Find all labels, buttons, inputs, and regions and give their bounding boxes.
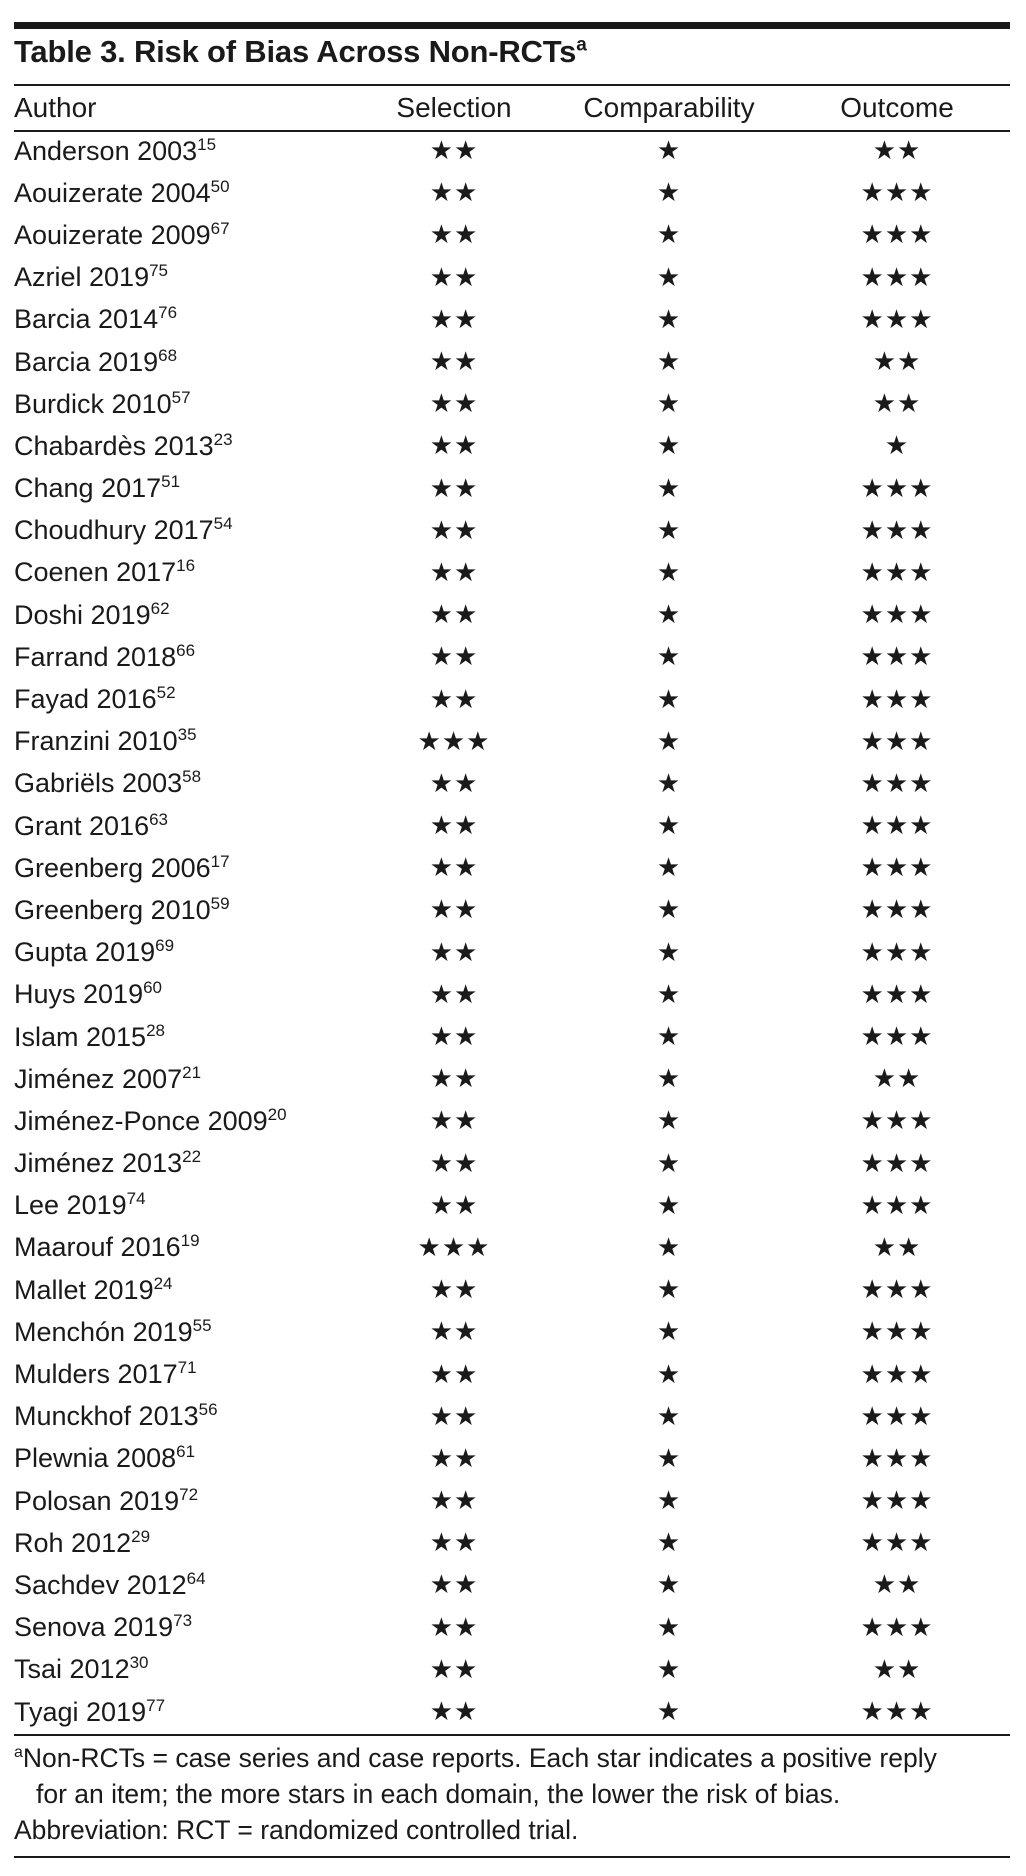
- cell-selection-stars: ★★: [429, 1064, 479, 1095]
- cell-outcome-stars: ★★: [872, 1232, 922, 1263]
- cell-comparability-stars: ★: [656, 768, 682, 799]
- cell-author: [14, 1654, 354, 1685]
- author-reference: 20: [267, 1104, 287, 1124]
- cell-outcome-stars: ★★★: [860, 473, 934, 504]
- cell-author: [14, 853, 354, 884]
- author-name: Coenen 2017: [14, 557, 177, 588]
- footnote-line-1: [14, 1740, 1010, 1776]
- table-row: [14, 510, 1010, 552]
- header-outcome: Outcome: [840, 92, 954, 123]
- table-row: [14, 889, 1010, 931]
- cell-author: [14, 979, 354, 1010]
- page-bottom-rule: [14, 1856, 1010, 1858]
- author-reference: 28: [146, 1020, 165, 1040]
- author-reference: 75: [149, 261, 169, 281]
- cell-selection-stars: ★★: [429, 220, 479, 251]
- author-reference: 72: [179, 1484, 199, 1504]
- cell-selection-stars: ★★: [429, 811, 479, 842]
- table-row: [14, 721, 1010, 763]
- table-footnotes: [14, 1740, 1010, 1848]
- cell-selection-stars: ★★: [429, 895, 479, 926]
- cell-selection-stars: ★★: [429, 642, 479, 673]
- cell-selection-stars: ★★: [429, 1401, 479, 1432]
- table-row: [14, 1227, 1010, 1269]
- cell-selection-stars: ★★: [429, 684, 479, 715]
- table-row: [14, 468, 1010, 510]
- cell-outcome-stars: ★: [884, 431, 910, 462]
- cell-comparability-stars: ★: [656, 220, 682, 251]
- author-reference: 68: [158, 345, 178, 365]
- cell-author: [14, 1022, 354, 1053]
- table-title: [14, 34, 587, 70]
- author-name: Polosan 2019: [14, 1485, 180, 1516]
- cell-author: [14, 895, 354, 926]
- cell-selection-stars: ★★: [429, 979, 479, 1010]
- cell-author: [14, 1106, 354, 1137]
- cell-author: [14, 768, 354, 799]
- cell-comparability-stars: ★: [656, 895, 682, 926]
- cell-outcome-stars: ★★★: [860, 1275, 934, 1306]
- cell-comparability-stars: ★: [656, 979, 682, 1010]
- cell-outcome-stars: ★★★: [860, 684, 934, 715]
- author-reference: 62: [150, 598, 170, 618]
- cell-selection-stars: ★★: [429, 557, 479, 588]
- cell-outcome-stars: ★★: [872, 389, 922, 420]
- cell-comparability-stars: ★: [656, 1570, 682, 1601]
- cell-comparability-stars: ★: [656, 853, 682, 884]
- author-reference: 51: [161, 472, 181, 492]
- cell-outcome-stars: ★★★: [860, 178, 934, 209]
- cell-outcome-stars: ★★★: [860, 642, 934, 673]
- cell-comparability-stars: ★: [656, 1528, 682, 1559]
- cell-outcome-stars: ★★★: [860, 1443, 934, 1474]
- cell-selection-stars: ★★: [429, 1275, 479, 1306]
- author-reference: 61: [176, 1442, 196, 1462]
- author-reference: 58: [182, 767, 202, 787]
- cell-outcome-stars: ★★★: [860, 557, 934, 588]
- table-row: [14, 1564, 1010, 1606]
- cell-outcome-stars: ★★★: [860, 1486, 934, 1517]
- cell-comparability-stars: ★: [656, 937, 682, 968]
- cell-comparability-stars: ★: [656, 1232, 682, 1263]
- cell-comparability-stars: ★: [656, 1022, 682, 1053]
- cell-author: [14, 304, 354, 335]
- cell-selection-stars: ★★: [429, 1443, 479, 1474]
- author-name: Barcia 2014: [14, 304, 159, 335]
- author-name: Senova 2019: [14, 1612, 174, 1643]
- cell-comparability-stars: ★: [656, 811, 682, 842]
- table-row: [14, 1185, 1010, 1227]
- table-row: [14, 1311, 1010, 1353]
- author-name: Farrand 2018: [14, 641, 177, 672]
- cell-author: [14, 1148, 354, 1179]
- cell-selection-stars: ★★: [429, 1654, 479, 1685]
- table-row: [14, 130, 1010, 172]
- table-row: [14, 1016, 1010, 1058]
- cell-selection-stars: ★★: [429, 1697, 479, 1728]
- title-footnote-marker: a: [576, 34, 587, 56]
- author-reference: 56: [198, 1400, 218, 1420]
- cell-selection-stars: ★★: [429, 1190, 479, 1221]
- author-reference: 59: [210, 893, 230, 913]
- author-reference: 54: [213, 514, 233, 534]
- footnote-line-1-text: Non-RCTs = case series and case reports. Each star indicates a positive reply: [22, 1743, 937, 1773]
- author-reference: 52: [156, 683, 176, 703]
- author-reference: 74: [126, 1189, 146, 1209]
- table-row: [14, 383, 1010, 425]
- table-row: [14, 678, 1010, 720]
- table-row: [14, 1100, 1010, 1142]
- author-name: Fayad 2016: [14, 684, 157, 715]
- footnote-marker: a: [14, 1744, 23, 1762]
- cell-comparability-stars: ★: [656, 557, 682, 588]
- cell-author: [14, 1486, 354, 1517]
- cell-comparability-stars: ★: [656, 1317, 682, 1348]
- top-thick-rule: [14, 22, 1010, 29]
- table-title-text: Table 3. Risk of Bias Across Non-RCTs: [14, 34, 577, 69]
- cell-author: [14, 557, 354, 588]
- cell-author: [14, 600, 354, 631]
- cell-outcome-stars: ★★: [872, 1570, 922, 1601]
- author-name: Tsai 2012: [14, 1654, 130, 1685]
- author-name: Greenberg 2006: [14, 852, 211, 883]
- cell-selection-stars: ★★: [429, 1528, 479, 1559]
- cell-author: [14, 515, 354, 546]
- author-name: Menchón 2019: [14, 1316, 193, 1347]
- cell-author: [14, 1697, 354, 1728]
- table-row: [14, 1522, 1010, 1564]
- author-reference: 55: [192, 1315, 212, 1335]
- author-reference: 24: [153, 1273, 173, 1293]
- author-name: Jiménez 2013: [14, 1148, 183, 1179]
- cell-comparability-stars: ★: [656, 1064, 682, 1095]
- author-reference: 16: [176, 556, 196, 576]
- cell-selection-stars: ★★: [429, 1022, 479, 1053]
- cell-comparability-stars: ★: [656, 1486, 682, 1517]
- cell-author: [14, 684, 354, 715]
- author-name: Anderson 2003: [14, 135, 198, 166]
- cell-outcome-stars: ★★★: [860, 1317, 934, 1348]
- cell-selection-stars: ★★: [429, 431, 479, 462]
- cell-outcome-stars: ★★: [872, 347, 922, 378]
- cell-comparability-stars: ★: [656, 684, 682, 715]
- author-reference: 21: [182, 1062, 202, 1082]
- cell-selection-stars: ★★: [429, 262, 479, 293]
- table-row: [14, 1480, 1010, 1522]
- table-row: [14, 1438, 1010, 1480]
- table-row: [14, 1649, 1010, 1691]
- cell-comparability-stars: ★: [656, 136, 682, 167]
- cell-comparability-stars: ★: [656, 600, 682, 631]
- table-row: [14, 552, 1010, 594]
- cell-outcome-stars: ★★: [872, 1064, 922, 1095]
- cell-author: [14, 220, 354, 251]
- cell-author: [14, 431, 354, 462]
- table-row: [14, 425, 1010, 467]
- cell-selection-stars: ★★: [429, 937, 479, 968]
- author-name: Jiménez 2007: [14, 1063, 183, 1094]
- author-name: Doshi 2019: [14, 599, 151, 630]
- author-reference: 71: [177, 1358, 197, 1378]
- table-row: [14, 636, 1010, 678]
- footnote-line-2: for an item; the more stars in each domain, the lower the risk of bias.: [36, 1779, 841, 1809]
- author-reference: 66: [176, 640, 196, 660]
- risk-of-bias-table: [14, 86, 1010, 1728]
- cell-author: [14, 811, 354, 842]
- cell-comparability-stars: ★: [656, 515, 682, 546]
- author-reference: 77: [146, 1695, 166, 1715]
- header-author: Author: [14, 92, 97, 123]
- cell-selection-stars: ★★: [429, 853, 479, 884]
- table-body: [14, 130, 1010, 1733]
- author-name: Burdick 2010: [14, 388, 172, 419]
- cell-author: [14, 642, 354, 673]
- table-row: [14, 257, 1010, 299]
- author-reference: 22: [182, 1147, 202, 1167]
- cell-author: [14, 1612, 354, 1643]
- table-row: [14, 1607, 1010, 1649]
- cell-comparability-stars: ★: [656, 1612, 682, 1643]
- author-reference: 64: [186, 1568, 206, 1588]
- cell-selection-stars: ★★: [429, 515, 479, 546]
- author-name: Aouizerate 2009: [14, 219, 211, 250]
- cell-outcome-stars: ★★★: [860, 768, 934, 799]
- cell-selection-stars: ★★: [429, 1570, 479, 1601]
- cell-comparability-stars: ★: [656, 389, 682, 420]
- cell-outcome-stars: ★★★: [860, 853, 934, 884]
- cell-comparability-stars: ★: [656, 1148, 682, 1179]
- cell-selection-stars: ★★★: [417, 1232, 491, 1263]
- table-row: [14, 594, 1010, 636]
- author-name: Jiménez-Ponce 2009: [14, 1105, 268, 1136]
- header-comparability: Comparability: [583, 92, 755, 123]
- author-reference: 17: [210, 851, 230, 871]
- cell-selection-stars: ★★: [429, 304, 479, 335]
- author-name: Mulders 2017: [14, 1359, 178, 1390]
- cell-outcome-stars: ★★: [872, 1654, 922, 1685]
- table-row: [14, 341, 1010, 383]
- cell-selection-stars: ★★: [429, 768, 479, 799]
- cell-comparability-stars: ★: [656, 1697, 682, 1728]
- cell-outcome-stars: ★★★: [860, 979, 934, 1010]
- cell-outcome-stars: ★★★: [860, 1148, 934, 1179]
- cell-selection-stars: ★★: [429, 1148, 479, 1179]
- table-row: [14, 1396, 1010, 1438]
- cell-author: [14, 1064, 354, 1095]
- cell-selection-stars: ★★: [429, 1359, 479, 1390]
- cell-outcome-stars: ★★★: [860, 1190, 934, 1221]
- cell-outcome-stars: ★★★: [860, 600, 934, 631]
- author-reference: 29: [131, 1526, 151, 1546]
- cell-author: [14, 1232, 354, 1263]
- author-name: Tyagi 2019: [14, 1696, 147, 1727]
- author-name: Munckhof 2013: [14, 1401, 199, 1432]
- author-reference: 57: [171, 387, 191, 407]
- table-row: [14, 299, 1010, 341]
- cell-author: [14, 1190, 354, 1221]
- author-reference: 23: [213, 429, 233, 449]
- cell-author: [14, 262, 354, 293]
- author-name: Mallet 2019: [14, 1274, 154, 1305]
- cell-author: [14, 937, 354, 968]
- cell-author: [14, 1528, 354, 1559]
- cell-selection-stars: ★★: [429, 347, 479, 378]
- cell-author: [14, 1317, 354, 1348]
- author-reference: 19: [180, 1231, 200, 1251]
- cell-comparability-stars: ★: [656, 178, 682, 209]
- cell-selection-stars: ★★: [429, 1106, 479, 1137]
- table-row: [14, 847, 1010, 889]
- cell-selection-stars: ★★: [429, 473, 479, 504]
- cell-outcome-stars: ★★: [872, 136, 922, 167]
- table-row: [14, 1691, 1010, 1733]
- cell-selection-stars: ★★★: [417, 726, 491, 757]
- table-row: [14, 1353, 1010, 1395]
- cell-outcome-stars: ★★★: [860, 1359, 934, 1390]
- author-name: Barcia 2019: [14, 346, 159, 377]
- cell-selection-stars: ★★: [429, 1486, 479, 1517]
- author-name: Roh 2012: [14, 1527, 132, 1558]
- author-reference: 67: [210, 218, 230, 238]
- author-reference: 73: [173, 1611, 193, 1631]
- cell-outcome-stars: ★★★: [860, 262, 934, 293]
- cell-outcome-stars: ★★★: [860, 304, 934, 335]
- cell-outcome-stars: ★★★: [860, 895, 934, 926]
- cell-author: [14, 136, 354, 167]
- cell-comparability-stars: ★: [656, 1443, 682, 1474]
- table-row: [14, 805, 1010, 847]
- author-name: Choudhury 2017: [14, 515, 214, 546]
- cell-author: [14, 473, 354, 504]
- author-name: Franzini 2010: [14, 726, 178, 757]
- author-name: Grant 2016: [14, 810, 150, 841]
- author-name: Chang 2017: [14, 473, 162, 504]
- author-reference: 30: [129, 1653, 149, 1673]
- author-name: Aouizerate 2004: [14, 177, 211, 208]
- cell-author: [14, 1275, 354, 1306]
- table-row: [14, 214, 1010, 256]
- table-row: [14, 172, 1010, 214]
- cell-comparability-stars: ★: [656, 431, 682, 462]
- cell-outcome-stars: ★★★: [860, 1528, 934, 1559]
- author-name: Islam 2015: [14, 1021, 147, 1052]
- author-name: Lee 2019: [14, 1190, 127, 1221]
- cell-outcome-stars: ★★★: [860, 1612, 934, 1643]
- cell-selection-stars: ★★: [429, 178, 479, 209]
- author-reference: 35: [177, 725, 197, 745]
- cell-author: [14, 389, 354, 420]
- table-header-row: [14, 86, 1010, 130]
- author-name: Huys 2019: [14, 979, 144, 1010]
- author-name: Sachdev 2012: [14, 1569, 187, 1600]
- cell-comparability-stars: ★: [656, 1106, 682, 1137]
- cell-author: [14, 1443, 354, 1474]
- cell-outcome-stars: ★★★: [860, 1022, 934, 1053]
- cell-author: [14, 1401, 354, 1432]
- cell-author: [14, 1359, 354, 1390]
- author-name: Plewnia 2008: [14, 1443, 177, 1474]
- cell-selection-stars: ★★: [429, 389, 479, 420]
- table-row: [14, 932, 1010, 974]
- cell-outcome-stars: ★★★: [860, 515, 934, 546]
- cell-comparability-stars: ★: [656, 304, 682, 335]
- table-row: [14, 1143, 1010, 1185]
- cell-selection-stars: ★★: [429, 1317, 479, 1348]
- table-bottom-rule: [14, 1734, 1010, 1736]
- cell-comparability-stars: ★: [656, 642, 682, 673]
- author-reference: 60: [143, 978, 163, 998]
- author-reference: 69: [155, 936, 175, 956]
- cell-outcome-stars: ★★★: [860, 1106, 934, 1137]
- cell-author: [14, 178, 354, 209]
- cell-comparability-stars: ★: [656, 262, 682, 293]
- cell-comparability-stars: ★: [656, 1275, 682, 1306]
- cell-comparability-stars: ★: [656, 1190, 682, 1221]
- cell-author: [14, 1570, 354, 1601]
- cell-comparability-stars: ★: [656, 726, 682, 757]
- author-name: Azriel 2019: [14, 262, 150, 293]
- cell-comparability-stars: ★: [656, 473, 682, 504]
- cell-comparability-stars: ★: [656, 347, 682, 378]
- author-reference: 50: [210, 176, 230, 196]
- author-name: Maarouf 2016: [14, 1232, 181, 1263]
- table-row: [14, 1269, 1010, 1311]
- cell-outcome-stars: ★★★: [860, 937, 934, 968]
- cell-outcome-stars: ★★★: [860, 726, 934, 757]
- cell-author: [14, 347, 354, 378]
- cell-comparability-stars: ★: [656, 1401, 682, 1432]
- cell-comparability-stars: ★: [656, 1654, 682, 1685]
- table-row: [14, 1058, 1010, 1100]
- author-name: Chabardès 2013: [14, 430, 214, 461]
- cell-comparability-stars: ★: [656, 1359, 682, 1390]
- footnote-line-3: Abbreviation: RCT = randomized controlled trial.: [14, 1815, 579, 1845]
- cell-selection-stars: ★★: [429, 1612, 479, 1643]
- table-row: [14, 974, 1010, 1016]
- author-name: Gabriëls 2003: [14, 768, 183, 799]
- author-name: Gupta 2019: [14, 937, 156, 968]
- cell-outcome-stars: ★★★: [860, 1401, 934, 1432]
- author-name: Greenberg 2010: [14, 894, 211, 925]
- cell-outcome-stars: ★★★: [860, 1697, 934, 1728]
- author-reference: 15: [197, 134, 217, 154]
- header-selection: Selection: [396, 92, 512, 123]
- cell-selection-stars: ★★: [429, 136, 479, 167]
- table-row: [14, 763, 1010, 805]
- cell-selection-stars: ★★: [429, 600, 479, 631]
- cell-outcome-stars: ★★★: [860, 220, 934, 251]
- cell-outcome-stars: ★★★: [860, 811, 934, 842]
- cell-author: [14, 726, 354, 757]
- author-reference: 63: [149, 809, 169, 829]
- author-reference: 76: [158, 303, 178, 323]
